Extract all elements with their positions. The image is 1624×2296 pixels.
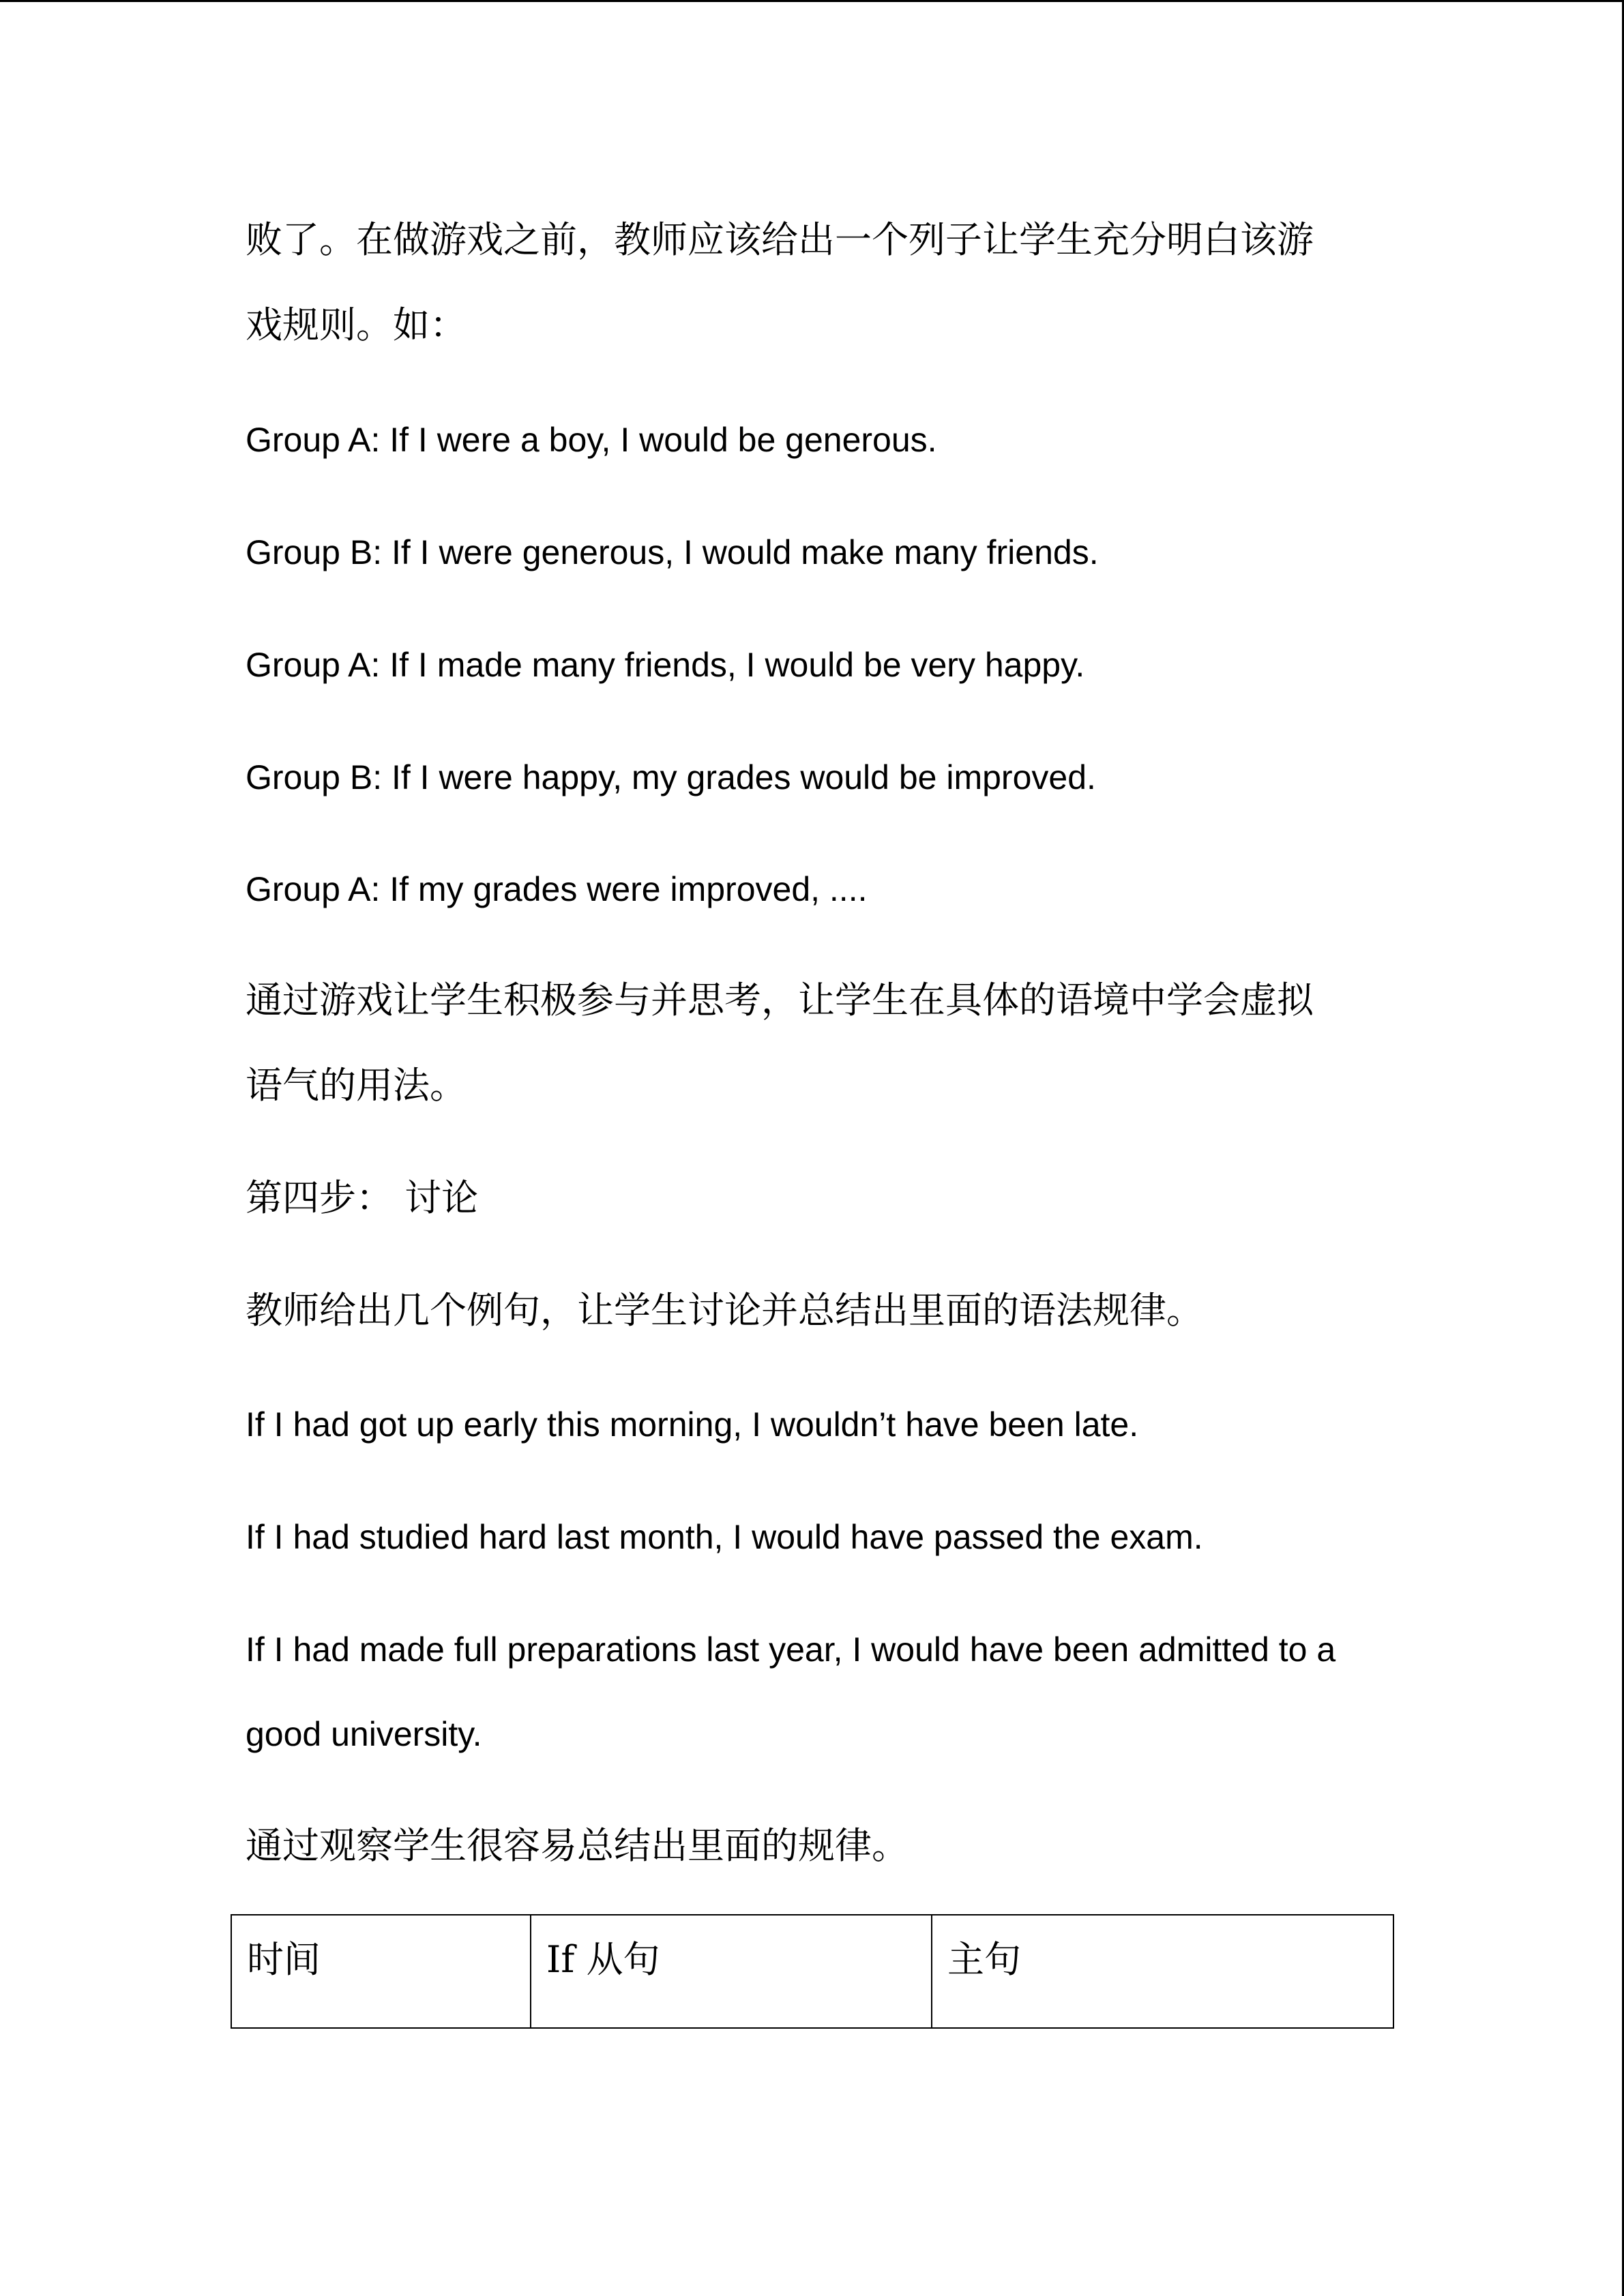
example-sentence-2: If I had studied hard last month, I would have passed the exam. bbox=[246, 1518, 1203, 1556]
example-sentence-1: If I had got up early this morning, I wouldn’t have been late. bbox=[246, 1405, 1139, 1444]
table-header-time: 时间 bbox=[247, 1938, 321, 1981]
example-sentence-3-cont: good university. bbox=[246, 1715, 482, 1753]
table-header-cell bbox=[531, 1915, 932, 2027]
paragraph-line-2: 戏规则。如： bbox=[246, 303, 467, 346]
paragraph-line-6: 通过观察学生很容易总结出里面的规律。 bbox=[246, 1824, 909, 1867]
paragraph-line-1: 败了。在做游戏之前，教师应该给出一个列子让学生充分明白该游 bbox=[246, 218, 1314, 261]
example-group-a-2: Group A: If I made many friends, I would be very happy. bbox=[246, 646, 1085, 684]
table-header-main-clause: 主句 bbox=[947, 1938, 1021, 1981]
grammar-table bbox=[231, 1914, 1394, 2029]
table-header-if-clause: If 从句 bbox=[546, 1938, 660, 1981]
table-header-cell bbox=[232, 1915, 531, 2027]
example-sentence-3: If I had made full preparations last year, I would have been admitted to a bbox=[246, 1630, 1336, 1669]
paragraph-line-4: 语气的用法。 bbox=[246, 1064, 467, 1107]
example-group-b-2: Group B: If I were happy, my grades would be improved. bbox=[246, 758, 1096, 796]
example-group-a-3: Group A: If my grades were improved, .... bbox=[246, 870, 868, 908]
step-heading: 第四步： 讨论 bbox=[246, 1176, 479, 1219]
paragraph-line-5: 教师给出几个例句，让学生讨论并总结出里面的语法规律。 bbox=[246, 1289, 1203, 1332]
example-group-a-1: Group A: If I were a boy, I would be generous. bbox=[246, 421, 937, 459]
table-header-cell bbox=[932, 1915, 1393, 2027]
example-group-b-1: Group B: If I were generous, I would make many friends. bbox=[246, 533, 1099, 571]
paragraph-line-3: 通过游戏让学生积极参与并思考，让学生在具体的语境中学会虚拟 bbox=[246, 979, 1314, 1022]
